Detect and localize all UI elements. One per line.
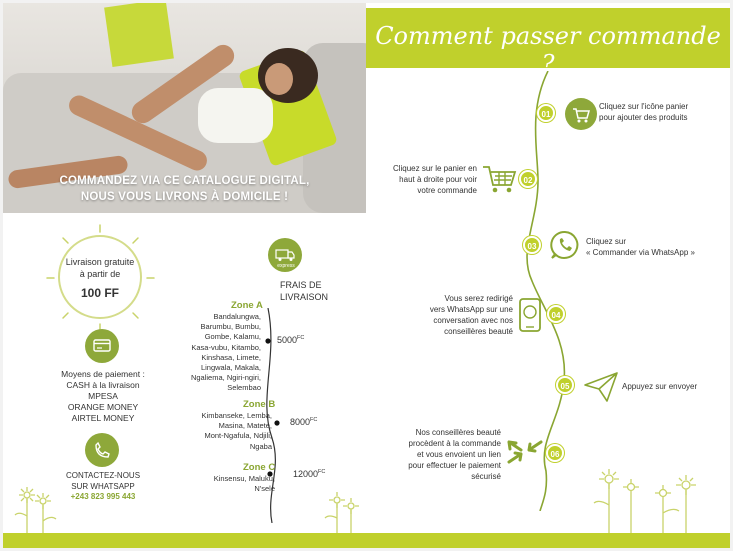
commune: Ngaba [249,441,272,451]
commune: Kimbanseke, Lemba, [201,411,272,420]
step-line: sécurisé [471,472,501,481]
step-line: et vous envoient un lien [416,450,501,459]
whatsapp-icon [549,229,581,261]
delivery-icon-label: express [277,263,295,269]
zone-b-title: Zone B [243,399,276,410]
commune: Kinsensu, Maluku, [213,474,275,483]
zone-c-title: Zone C [243,462,276,473]
payment-method: ORANGE MONEY [67,402,139,412]
step-3-text [586,236,716,258]
commune: Barumbu, Bumbu, [200,322,261,332]
floral-cushion [104,3,174,67]
payment-method: MPESA [88,391,118,401]
caption-line: COMMANDEZ VIA CE CATALOGUE DIGITAL, [59,175,310,187]
delivery-title-line: FRAIS DE [280,280,322,290]
credit-card-icon [85,329,119,363]
commune: Lingwala, Makala, [200,363,261,373]
step-line: Cliquez sur l'icône panier [599,102,689,111]
flower-decoration [323,488,363,533]
payment-methods [48,369,158,424]
commune: Kasa-vubu, Kitambo, [191,342,261,352]
currency: FC [318,469,326,475]
currency: FC [310,417,318,423]
free-delivery-line: à partir de [79,269,121,279]
currency: FC [297,335,305,341]
step-number: 05 [556,376,574,394]
step-4-text [408,293,513,337]
step-line: Vous serez redirigé [444,294,513,303]
commune: Selembao [227,383,261,393]
contact-phone[interactable]: +243 823 995 443 [70,492,136,501]
footer-band [3,533,730,548]
commune: Ngaliema, Ngiri-ngiri, [190,373,261,383]
step-number: 02 [519,170,537,188]
step-line: Cliquez sur le panier en [392,164,477,173]
zone-c-communes [185,474,275,494]
commune: Bandalungwa, [213,312,261,321]
commune: Masina, Matete, [218,421,272,431]
step-6-text [373,427,501,482]
commune: Kinshasa, Limete, [201,352,261,362]
payment-method: CASH à la livraison [66,380,140,390]
step-line: pour ajouter des produits [599,113,688,122]
payment-title: Moyens de paiement : [61,369,145,379]
payment-method: AIRTEL MONEY [71,413,135,423]
step-1-text [599,101,729,123]
header-band [366,8,730,78]
catalog-page [3,3,730,548]
free-delivery-price: 100 FF [80,286,119,300]
step-line: conversation avec nos [433,316,513,325]
step-line: Nos conseillères beauté [415,428,501,437]
price-value: 5000 [277,335,298,345]
paper-plane-icon [583,371,619,403]
basket-icon [565,98,597,130]
contact-line: CONTACTEZ-NOUS [65,471,141,480]
woman-face-shape [265,63,293,95]
flower-decoration [13,481,58,533]
price-value: 8000 [290,417,311,427]
step-line: « Commander via WhatsApp » [586,248,695,257]
phone-whatsapp-icon [517,297,543,333]
step-line: Cliquez sur [586,237,627,246]
arrows-icon [507,440,543,464]
price-value: 12000 [293,469,319,479]
zone-b-price [290,417,317,427]
step-line: conseillères beauté [444,327,513,336]
cart-icon [481,163,517,195]
delivery-title-line: LIVRAISON [280,292,329,302]
hero-photo [3,3,366,213]
step-line: votre commande [417,186,477,195]
phone-hand-icon [85,433,119,467]
contact-block [48,471,158,503]
step-number: 04 [547,305,565,323]
step-line: pour effectuer le paiement [408,461,501,470]
zone-a-price [277,335,304,345]
page-title: Comment passer commande ? [375,22,721,78]
step-number: 03 [523,236,541,254]
zone-a-communes [171,312,261,394]
step-line: vers WhatsApp sur une [429,305,513,314]
commune: Gombe, Kalamu, [204,332,261,342]
contact-line: SUR WHATSAPP [71,481,135,491]
free-delivery-line: Livraison gratuite [65,257,135,267]
step-line: haut à droite pour voir [399,175,477,184]
woman-top-shape [198,88,273,143]
zone-a-title: Zone A [231,300,263,311]
step-number: 06 [546,444,564,462]
zone-c-price [293,469,325,479]
step-2-text [373,163,477,196]
step-5-text [622,381,722,392]
step-line: procèdent à la commande [408,439,501,448]
step-line: Appuyez sur envoyer [622,382,698,391]
photo-caption [3,173,366,205]
caption-line: NOUS VOUS LIVRONS À DOMICILE ! [80,191,289,203]
step-number: 01 [537,104,555,122]
zone-b-communes [182,411,272,452]
free-delivery-text [50,256,150,280]
info-column [3,213,366,533]
delivery-title [280,279,360,303]
commune: Mont-Ngafula, Ndjili, [204,431,272,441]
commune: N'sele [254,484,275,494]
flower-decoration [591,465,701,533]
